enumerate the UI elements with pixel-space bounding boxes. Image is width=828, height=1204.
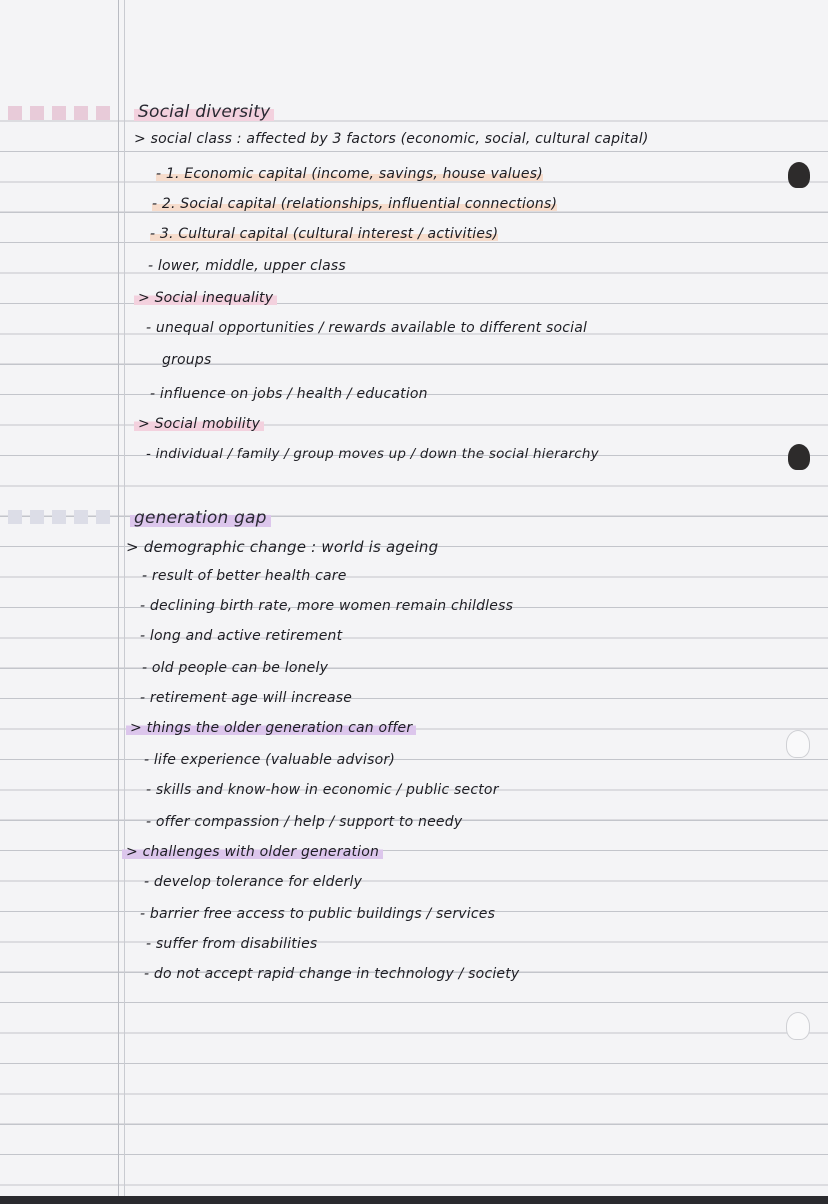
- note-line: > social class : affected by 3 factors (economic, social, cultural capital): [134, 131, 649, 147]
- margin-line: [118, 0, 119, 1204]
- note-subheading: > things the older generation can offer: [126, 720, 416, 736]
- page-bottom-edge: [0, 1196, 828, 1204]
- note-line: - do not accept rapid change in technology / society: [144, 966, 520, 982]
- note-subheading: > challenges with older generation: [122, 844, 383, 860]
- section-marker-2: [0, 510, 118, 524]
- margin-line-inner: [124, 0, 125, 1204]
- note-line: groups: [162, 352, 212, 368]
- note-line: - 1. Economic capital (income, savings, house values): [156, 166, 543, 182]
- note-line: - declining birth rate, more women remain childless: [140, 598, 514, 614]
- note-line: - unequal opportunities / rewards available to different social: [146, 320, 588, 336]
- note-line: - 2. Social capital (relationships, influential connections): [152, 196, 558, 212]
- section-marker-1: [0, 106, 118, 120]
- note-subheading: > Social mobility: [134, 416, 264, 432]
- note-line: - offer compassion / help / support to needy: [146, 814, 463, 830]
- section-heading-generation-gap: generation gap: [130, 508, 271, 528]
- note-line: - individual / family / group moves up / down the social hierarchy: [146, 446, 599, 462]
- punch-hole-icon: [788, 162, 810, 188]
- note-line: - long and active retirement: [140, 628, 343, 644]
- note-line: - life experience (valuable advisor): [144, 752, 395, 768]
- punch-hole-icon: [786, 1012, 810, 1040]
- note-line: - old people can be lonely: [142, 660, 329, 676]
- note-line: - lower, middle, upper class: [148, 258, 346, 274]
- punch-hole-icon: [786, 730, 810, 758]
- punch-hole-icon: [788, 444, 810, 470]
- note-line: - skills and know-how in economic / public sector: [146, 782, 499, 798]
- section-heading-social-diversity: Social diversity: [134, 102, 274, 122]
- note-line: - suffer from disabilities: [146, 936, 318, 952]
- note-line: - 3. Cultural capital (cultural interest / activities): [150, 226, 499, 242]
- note-line: - develop tolerance for elderly: [144, 874, 363, 890]
- note-line: > demographic change : world is ageing: [126, 538, 439, 556]
- note-line: - barrier free access to public buildings / services: [140, 906, 496, 922]
- note-line: - result of better health care: [142, 568, 347, 584]
- note-subheading: > Social inequality: [134, 290, 277, 306]
- note-line: - retirement age will increase: [140, 690, 353, 706]
- note-line: - influence on jobs / health / education: [150, 386, 428, 402]
